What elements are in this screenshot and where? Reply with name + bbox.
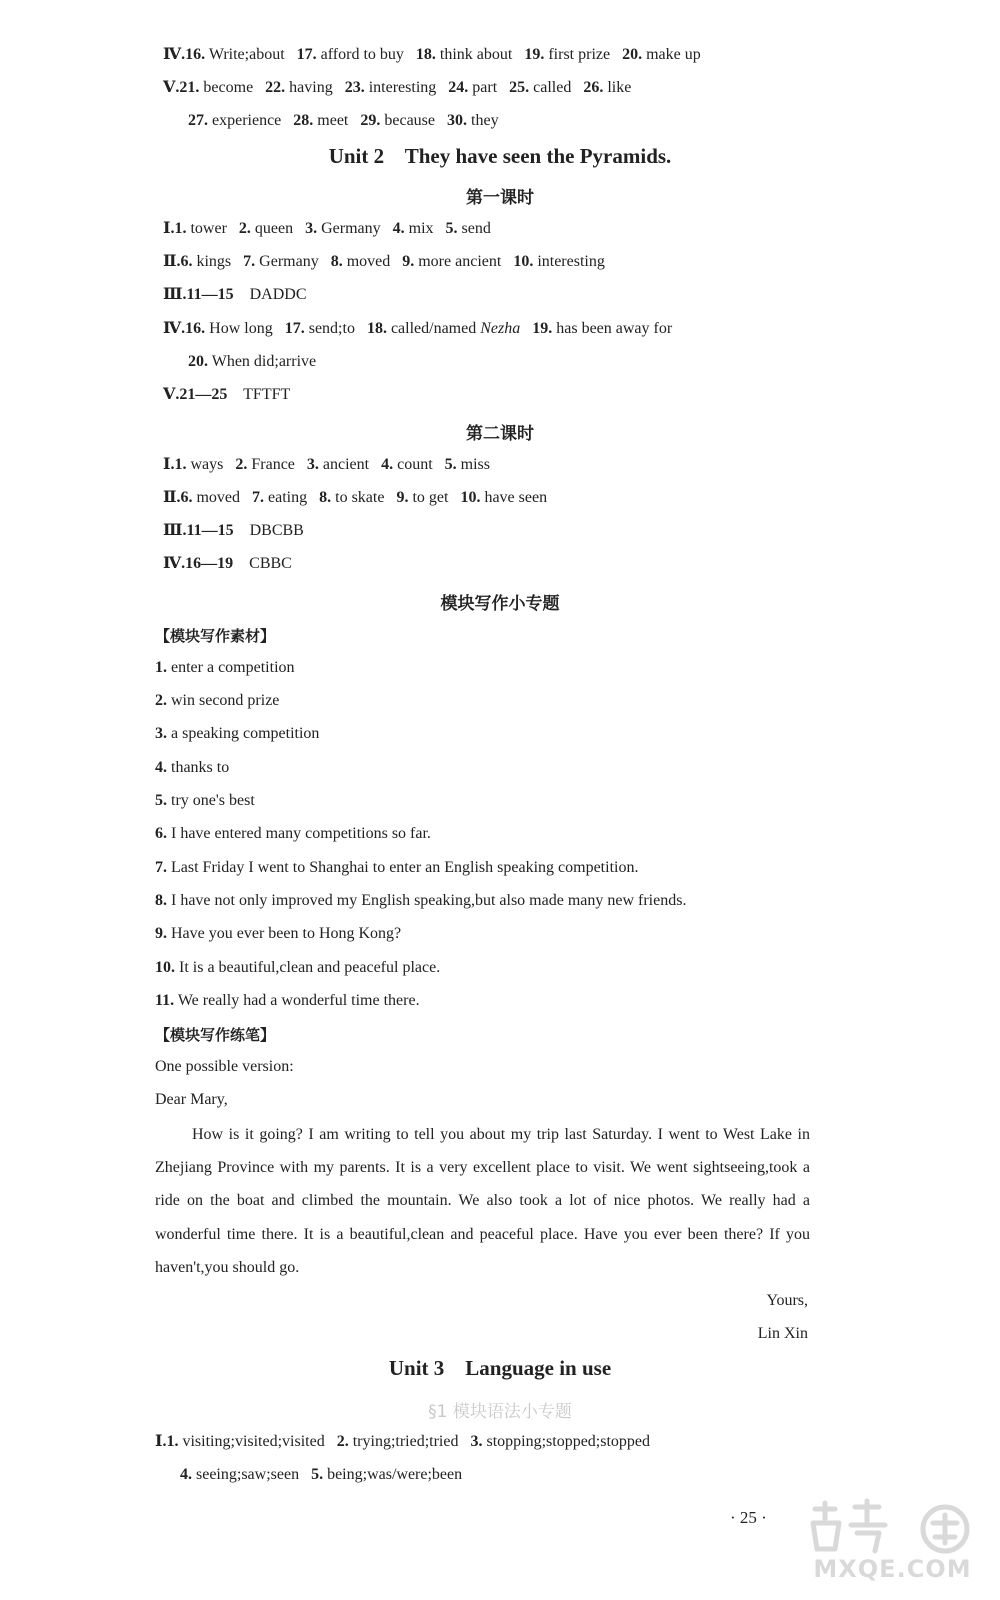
answer-row: Ⅳ.16—19 CBBC <box>163 555 292 572</box>
answer-row: 27. experience 28. meet 29. because 30. they <box>188 112 499 129</box>
answer-row: Ⅴ.21. become 22. having 23. interesting 24. part 25. called 26. like <box>163 79 632 96</box>
list-item: 4. thanks to <box>155 759 230 776</box>
lesson-1-heading: 第一课时 <box>466 188 534 208</box>
letter-body: How is it going? I am writing to tell you about my trip last Saturday. I went to West Lake in Zhejiang Province with my parents. It is a very excellent place to visit. We went sightseeing,took a ride on the boat and climbed the mountain. We also took a lot of nice photos. We really had a wonderful time there. It is a beautiful,clean and peaceful place. Have you ever been there? If you haven't,you should go. <box>155 1126 810 1276</box>
list-item: 1. enter a competition <box>155 659 295 676</box>
letter-greeting: Dear Mary, <box>155 1091 228 1108</box>
lesson-2-heading: 第二课时 <box>466 424 534 444</box>
answer-row: Ⅰ.1. ways 2. France 3. ancient 4. count 5. miss <box>163 456 490 473</box>
grammar-subheading: §1 模块语法小专题 <box>428 1402 572 1422</box>
list-item: 10. It is a beautiful,clean and peaceful place. <box>155 959 441 976</box>
unit-3-title: Unit 3 Language in use <box>388 1356 612 1380</box>
watermark-text: MXQE.COM <box>813 1555 972 1583</box>
answer-row: Ⅲ.11—15 DADDC <box>163 286 307 303</box>
letter-signature: Lin Xin <box>757 1325 808 1342</box>
list-item: 3. a speaking competition <box>155 725 320 742</box>
unit-2-title: Unit 2 They have seen the Pyramids. <box>328 144 672 168</box>
answer-row: Ⅰ.1. tower 2. queen 3. Germany 4. mix 5. send <box>163 220 491 237</box>
version-label: One possible version: <box>155 1058 294 1075</box>
answer-row: Ⅰ.1. visiting;visited;visited 2. trying;tried;tried 3. stopping;stopped;stopped <box>155 1433 651 1450</box>
list-item: 7. Last Friday I went to Shanghai to enter an English speaking competition. <box>155 859 639 876</box>
list-item: 9. Have you ever been to Hong Kong? <box>155 925 402 942</box>
list-item: 2. win second prize <box>155 692 280 709</box>
letter-closing: Yours, <box>766 1292 808 1309</box>
answer-row: 20. When did;arrive <box>188 353 317 370</box>
answer-row: Ⅲ.11—15 DBCBB <box>163 522 304 539</box>
answer-row: Ⅳ.16. How long 17. send;to 18. called/named Nezha 19. has been away for <box>163 320 673 337</box>
list-item: 8. I have not only improved my English speaking,but also made many new friends. <box>155 892 687 909</box>
answer-row: Ⅳ.16. Write;about 17. afford to buy 18. think about 19. first prize 20. make up <box>163 46 701 63</box>
list-item: 6. I have entered many competitions so far. <box>155 825 431 842</box>
page-number: · 25 · <box>730 1508 767 1527</box>
watermark-icon <box>805 1497 980 1557</box>
answer-row: Ⅴ.21—25 TFTFT <box>163 386 291 403</box>
answer-row: 4. seeing;saw;seen 5. being;was/were;been <box>180 1466 463 1483</box>
writing-practice-label: 【模块写作练笔】 <box>155 1026 276 1044</box>
writing-heading: 模块写作小专题 <box>440 594 560 614</box>
list-item: 5. try one's best <box>155 792 255 809</box>
writing-material-label: 【模块写作素材】 <box>155 627 276 645</box>
watermark-logo <box>805 1497 980 1589</box>
answer-row: Ⅱ.6. moved 7. eating 8. to skate 9. to get 10. have seen <box>163 489 548 506</box>
list-item: 11. We really had a wonderful time there. <box>155 992 420 1009</box>
answer-row: Ⅱ.6. kings 7. Germany 8. moved 9. more ancient 10. interesting <box>163 253 605 270</box>
